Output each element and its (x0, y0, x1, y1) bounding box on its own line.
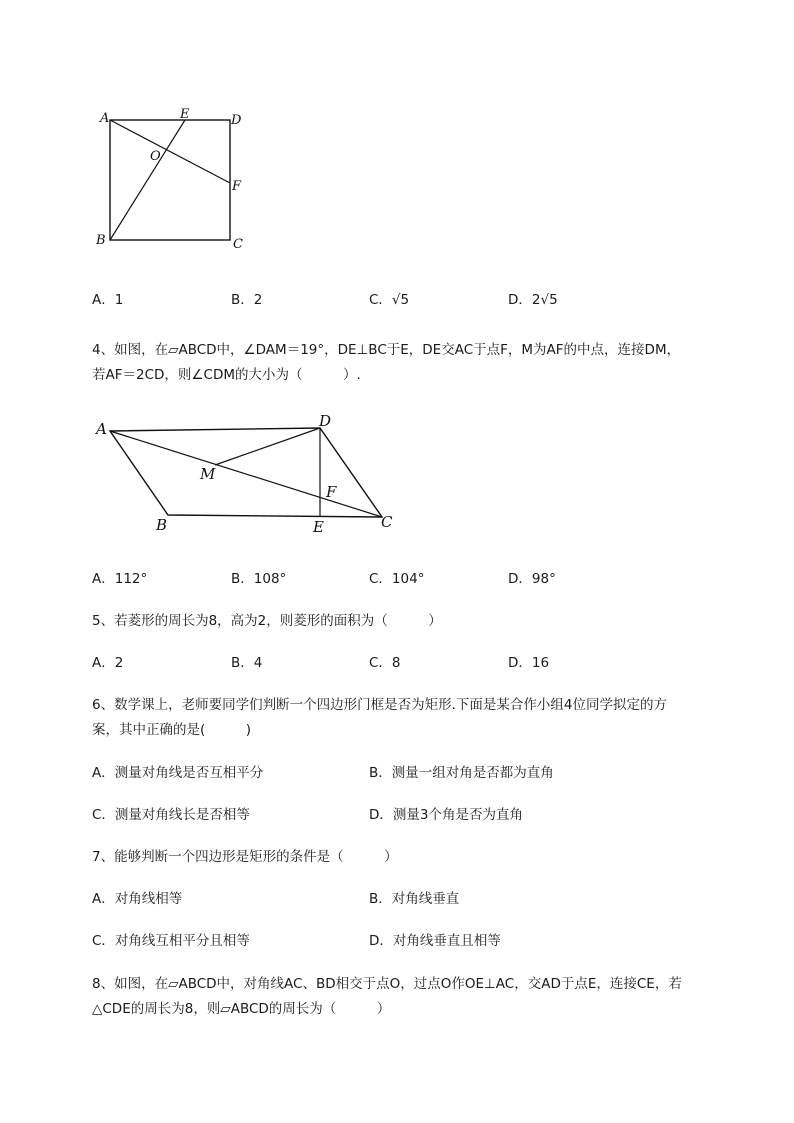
q6-option-c[interactable]: C．测量对角线长是否相等 (92, 807, 250, 823)
label-f: F (232, 179, 242, 194)
label-c: C (381, 513, 393, 531)
label-b: B (156, 516, 168, 534)
q8-stem-line1: 8、如图，在▱ABCD中，对角线AC、BD相交于点O，过点O作OE⊥AC，交AD于点E，连接CE，若 (92, 976, 682, 992)
label-e: E (180, 107, 190, 122)
q6-option-b[interactable]: B．测量一组对角是否都为直角 (369, 765, 554, 781)
q5-option-b[interactable]: B．4 (231, 655, 263, 671)
label-a: A (100, 111, 110, 126)
q7-option-d[interactable]: D．对角线垂直且相等 (369, 933, 501, 949)
q7-option-c[interactable]: C．对角线互相平分且相等 (92, 933, 250, 949)
q4-stem-line2: 若AF＝2CD，则∠CDM的大小为（ ）. (92, 367, 361, 383)
q3-option-a[interactable]: A．1 (92, 292, 124, 308)
label-d: D (319, 412, 332, 430)
q6-stem-line2: 案，其中正确的是( ) (92, 722, 252, 738)
segment-af (110, 120, 230, 183)
label-o: O (150, 149, 161, 164)
figure-parallelogram (90, 410, 410, 540)
q5-option-c[interactable]: C．8 (369, 655, 401, 671)
label-m: M (200, 465, 216, 483)
label-f: F (326, 483, 337, 501)
q4-option-b[interactable]: B．108° (231, 571, 287, 587)
q5-stem: 5、若菱形的周长为8，高为2，则菱形的面积为（ ） (92, 613, 442, 629)
q4-stem-line1: 4、如图，在▱ABCD中，∠DAM＝19°，DE⊥BC于E，DE交AC于点F，M为AF的中点，连接DM， (92, 342, 681, 358)
label-b: B (96, 233, 106, 248)
segment-ac (110, 431, 382, 517)
q4-option-a[interactable]: A．112° (92, 571, 148, 587)
segment-be (110, 120, 185, 240)
q6-stem-line1: 6、数学课上，老师要同学们判断一个四边形门框是否为矩形.下面是某合作小组4位同学拟定的方 (92, 697, 667, 713)
q8-stem-line2: △CDE的周长为8，则▱ABCD的周长为（ ） (92, 1001, 391, 1017)
label-e: E (313, 518, 324, 536)
q6-option-d[interactable]: D．测量3个角是否为直角 (369, 807, 523, 823)
q6-option-a[interactable]: A．测量对角线是否互相平分 (92, 765, 264, 781)
q7-stem: 7、能够判断一个四边形是矩形的条件是（ ） (92, 849, 398, 865)
q3-option-b[interactable]: B．2 (231, 292, 263, 308)
q3-option-c[interactable]: C．√5 (369, 292, 410, 308)
label-c: C (233, 237, 243, 252)
label-a: A (96, 420, 107, 438)
q3-option-d[interactable]: D．2√5 (508, 292, 558, 308)
q4-option-c[interactable]: C．104° (369, 571, 425, 587)
q5-option-a[interactable]: A．2 (92, 655, 124, 671)
segment-dm (215, 428, 320, 465)
q7-option-b[interactable]: B．对角线垂直 (369, 891, 460, 907)
label-d: D (231, 113, 242, 128)
q5-option-d[interactable]: D．16 (508, 655, 550, 671)
q7-option-a[interactable]: A．对角线相等 (92, 891, 183, 907)
figure-square (90, 100, 260, 260)
square-abcd (110, 120, 230, 240)
q4-option-d[interactable]: D．98° (508, 571, 556, 587)
